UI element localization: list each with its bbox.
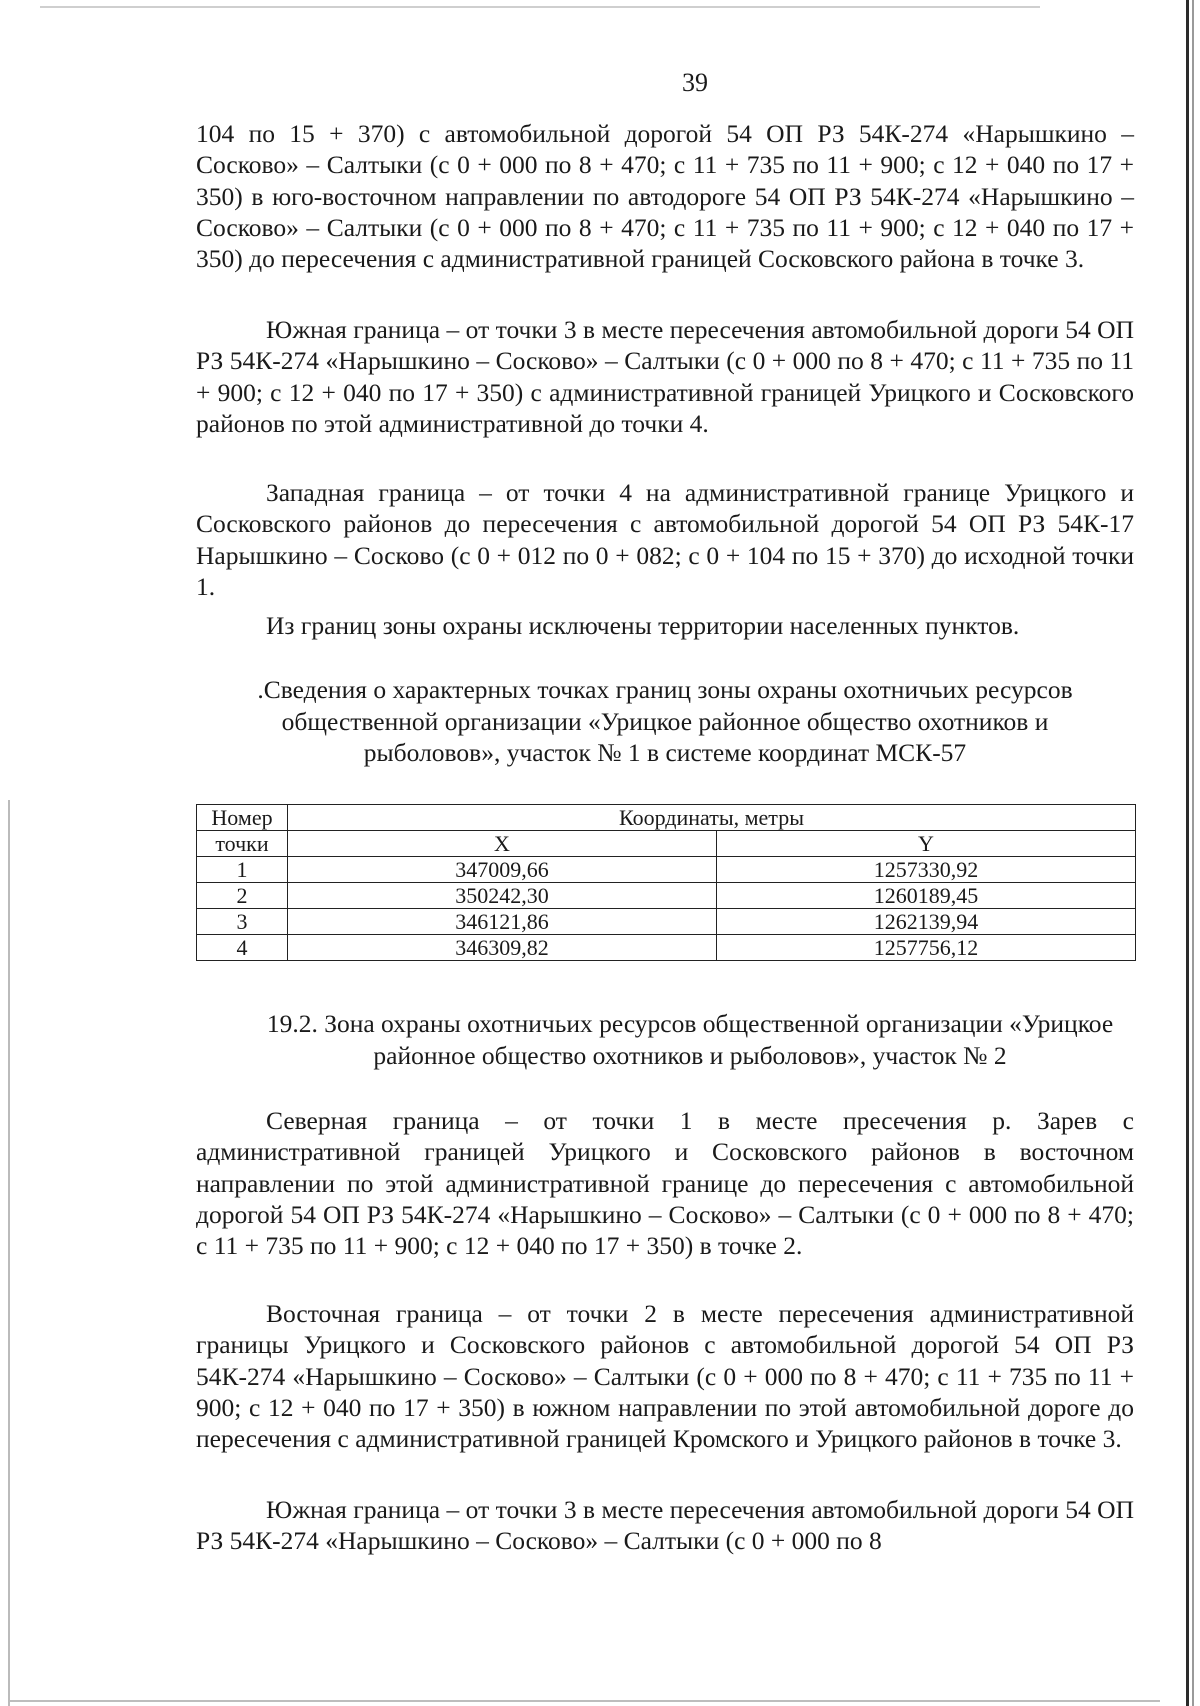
paragraph-western-border: Западная граница – от точки 4 на административной границе Урицкого и Сосковского районов до пересечения с автомобильной дорогой 54 ОП РЗ 54К-17 Нарышкино – Сосково (с 0 + 012 по 0 + 082; с 0 + 104 по 15 + 370) до исходной точки 1. <box>196 478 1134 601</box>
table-row <box>197 857 1136 883</box>
table-row <box>197 909 1136 935</box>
x-value-cell: 346121,86 <box>288 909 717 935</box>
y-value-cell: 1257756,12 <box>717 935 1136 961</box>
header-coordinates-cell: Координаты, метры <box>288 805 1136 831</box>
section-heading: 19.2. Зона охраны охотничьих ресурсов общественной организации «Урицкое районное общество охотников и рыболовов», участок № 2 <box>266 1009 1114 1070</box>
scan-edge-left <box>8 800 10 1706</box>
scan-edge-right <box>1186 0 1189 1706</box>
header-x-cell: X <box>288 831 717 857</box>
table-row <box>197 883 1136 909</box>
point-number-cell: 2 <box>197 883 288 909</box>
page-number: 39 <box>682 68 708 97</box>
point-number-cell: 4 <box>197 935 288 961</box>
scan-edge-top <box>40 6 1040 8</box>
y-value-cell: 1260189,45 <box>717 883 1136 909</box>
x-value-cell: 346309,82 <box>288 935 717 961</box>
point-number-cell: 1 <box>197 857 288 883</box>
point-number-cell: 3 <box>197 909 288 935</box>
paragraph-southern-border-2: Южная граница – от точки 3 в месте пересечения автомобильной дороги 54 ОП РЗ 54К-274 «Нарышкино – Сосково» – Салтыки (с 0 + 000 по 8 <box>196 1495 1134 1556</box>
x-value-cell: 350242,30 <box>288 883 717 909</box>
paragraph-northern-border: Северная граница – от точки 1 в месте пресечения р. Зарев с административной границей Урицкого и Сосковского районов в восточном направлении по этой административной границе до пересечения с автомобильной дорогой 54 ОП РЗ 54К-274 «Нарышкино – Сосково» – Салтыки (с 0 + 000 по 8 + 470; с 11 + 735 по 11 + 900; с 12 + 040 по 17 + 350) в точке 2. <box>196 1106 1134 1261</box>
y-value-cell: 1257330,92 <box>717 857 1136 883</box>
paragraph-continuation: 104 по 15 + 370) с автомобильной дорогой 54 ОП РЗ 54К-274 «Нарышкино – Сосково» – Салтыки (с 0 + 000 по 8 + 470; с 11 + 735 по 11 + 900; с 12 + 040 по 17 + 350) в юго-восточном направлении по автодороге 54 ОП РЗ 54К-274 «Нарышкино – Сосково» – Салтыки (с 0 + 000 по 8 + 470; с 11 + 735 по 11 + 900; с 12 + 040 по 17 + 350) до пересечения с административной границей Сосковского района в точке 3. <box>196 119 1134 274</box>
coordinates-table <box>196 804 1136 961</box>
x-value-cell: 347009,66 <box>288 857 717 883</box>
scan-edge-bottom <box>10 1700 1160 1702</box>
paragraph-eastern-border: Восточная граница – от точки 2 в месте пересечения административной границы Урицкого и Сосковского районов с автомобильной дорогой 54 ОП РЗ 54К-274 «Нарышкино – Сосково» – Салтыки (с 0 + 000 по 8 + 470; с 11 + 735 по 11 + 900; с 12 + 040 по 17 + 350) в южном направлении по этой автомобильной дороге до пересечения с административной границей Кромского и Урицкого районов в точке 3. <box>196 1299 1134 1454</box>
table-header-row <box>197 805 1136 831</box>
header-number-cell-2: точки <box>197 831 288 857</box>
scan-edge-right-shadow <box>1192 0 1194 1706</box>
y-value-cell: 1262139,94 <box>717 909 1136 935</box>
table-subheader-row <box>197 831 1136 857</box>
header-number-cell: Номер <box>197 805 288 831</box>
header-y-cell: Y <box>717 831 1136 857</box>
paragraph-exclusion: Из границ зоны охраны исключены территории населенных пунктов. <box>266 611 1020 640</box>
paragraph-southern-border: Южная граница – от точки 3 в месте пересечения автомобильной дороги 54 ОП РЗ 54К-274 «Нарышкино – Сосково» – Салтыки (с 0 + 000 по 8 + 470; с 11 + 735 по 11 + 900; с 12 + 040 по 17 + 350) с административной границей Урицкого и Сосковского районов по этой административной до точки 4. <box>196 315 1134 438</box>
table-caption: .Сведения о характерных точках границ зоны охраны охотничьих ресурсов общественной организации «Урицкое районное общество охотников и рыболовов», участок № 1 в системе координат МСК-57 <box>257 675 1073 767</box>
table-row <box>197 935 1136 961</box>
